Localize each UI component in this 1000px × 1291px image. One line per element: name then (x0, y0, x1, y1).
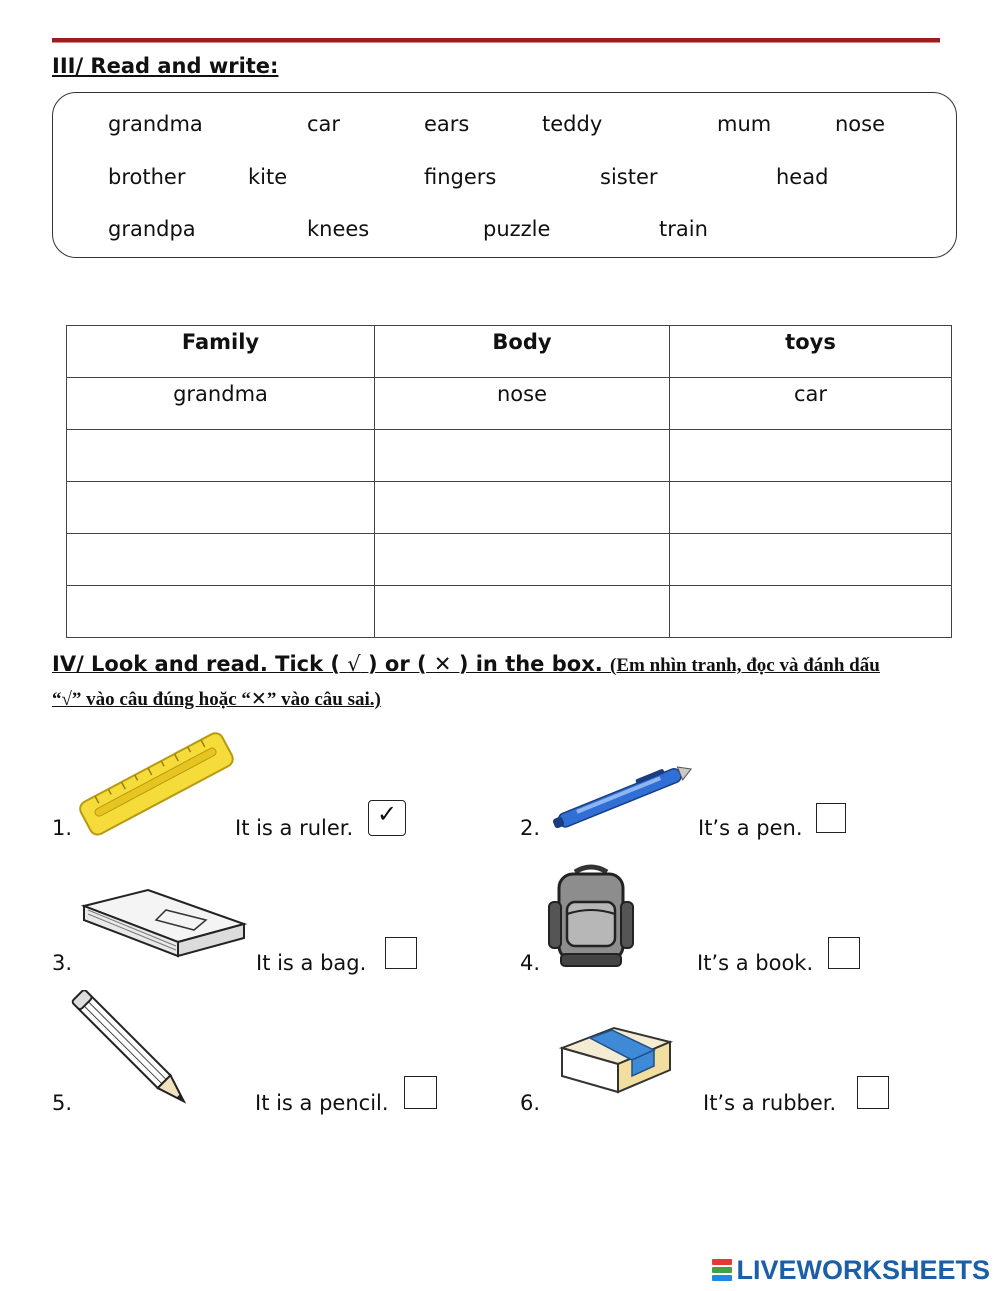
item-number: 1. (52, 816, 73, 840)
logo-mark-icon (712, 1259, 732, 1283)
word-bank-item: mum (717, 112, 772, 136)
word-bank-item: car (307, 112, 341, 136)
word-bank-item: teddy (542, 112, 603, 136)
answer-checkbox[interactable] (857, 1076, 889, 1109)
table-row (67, 482, 952, 534)
top-rule (52, 38, 940, 43)
instr-part-a: IV/ Look and read. Tick ( (52, 652, 348, 676)
word-bank-item: fingers (424, 165, 497, 189)
header-body: Body (375, 326, 670, 378)
book-icon (78, 888, 250, 960)
example-family: grandma (67, 378, 375, 430)
pen-icon (545, 758, 700, 838)
item-number: 4. (520, 951, 541, 975)
header-family: Family (67, 326, 375, 378)
section-4-title (52, 652, 962, 677)
instr-part-c: ) in the box. (451, 652, 611, 676)
answer-cell[interactable] (67, 482, 375, 534)
table-row (67, 430, 952, 482)
answer-cell[interactable] (375, 534, 670, 586)
word-bank-item: brother (108, 165, 186, 189)
example-toys: car (670, 378, 952, 430)
item-sentence: It is a ruler. (235, 816, 354, 840)
answer-checkbox[interactable] (816, 803, 846, 833)
word-bank-item: puzzle (483, 217, 551, 241)
answer-cell[interactable] (375, 586, 670, 638)
word-bank-item: head (776, 165, 829, 189)
table-row (67, 534, 952, 586)
table-row (67, 378, 952, 430)
answer-cell[interactable] (375, 430, 670, 482)
item-number: 6. (520, 1091, 541, 1115)
answer-checkbox[interactable]: ✓ (368, 800, 406, 836)
backpack-icon (545, 862, 637, 972)
cross-symbol: ✕ (433, 652, 452, 676)
logo-text: LIVEWORKSHEETS (736, 1255, 990, 1285)
answer-cell[interactable] (67, 534, 375, 586)
item-sentence: It’s a pen. (698, 816, 803, 840)
pencil-icon (70, 990, 196, 1114)
section-3-title: III/ Read and write: (52, 54, 279, 78)
item-sentence: It’s a rubber. (703, 1091, 837, 1115)
answer-cell[interactable] (67, 586, 375, 638)
word-bank-item: grandpa (108, 217, 196, 241)
word-bank-item: knees (307, 217, 370, 241)
word-bank-item: kite (248, 165, 288, 189)
liveworksheets-logo[interactable] (712, 1255, 990, 1286)
answer-cell[interactable] (670, 534, 952, 586)
word-bank-item: sister (600, 165, 658, 189)
table-header-row (67, 326, 952, 378)
instr-vi-b: “√” vào câu đúng hoặc “ (52, 689, 251, 710)
item-number: 2. (520, 816, 541, 840)
word-bank-item: nose (835, 112, 886, 136)
item-number: 3. (52, 951, 73, 975)
tick-symbol: √ (347, 652, 361, 676)
answer-cell[interactable] (670, 482, 952, 534)
answer-cell[interactable] (67, 430, 375, 482)
eraser-icon (556, 1020, 676, 1098)
instr-part-b: ) or ( (360, 652, 434, 676)
item-sentence: It’s a book. (697, 951, 814, 975)
instr-vi-c: ” vào câu sai.) (266, 689, 381, 710)
cross-symbol-2: ✕ (250, 688, 267, 710)
section-4-subtitle (52, 688, 381, 711)
answer-cell[interactable] (670, 430, 952, 482)
answer-checkbox[interactable] (385, 937, 417, 969)
word-bank-item: grandma (108, 112, 203, 136)
answer-cell[interactable] (375, 482, 670, 534)
word-bank-item: train (659, 217, 708, 241)
ruler-icon (76, 728, 236, 838)
item-sentence: It is a bag. (256, 951, 367, 975)
answer-cell[interactable] (670, 586, 952, 638)
item-sentence: It is a pencil. (255, 1091, 389, 1115)
item-number: 5. (52, 1091, 73, 1115)
answer-checkbox[interactable] (404, 1076, 437, 1109)
header-toys: toys (670, 326, 952, 378)
instr-vi-a: (Em nhìn tranh, đọc và đánh dấu (610, 655, 880, 676)
word-bank-item: ears (424, 112, 470, 136)
answer-checkbox[interactable] (828, 937, 860, 969)
sorting-table (66, 325, 952, 638)
example-body: nose (375, 378, 670, 430)
table-row (67, 586, 952, 638)
